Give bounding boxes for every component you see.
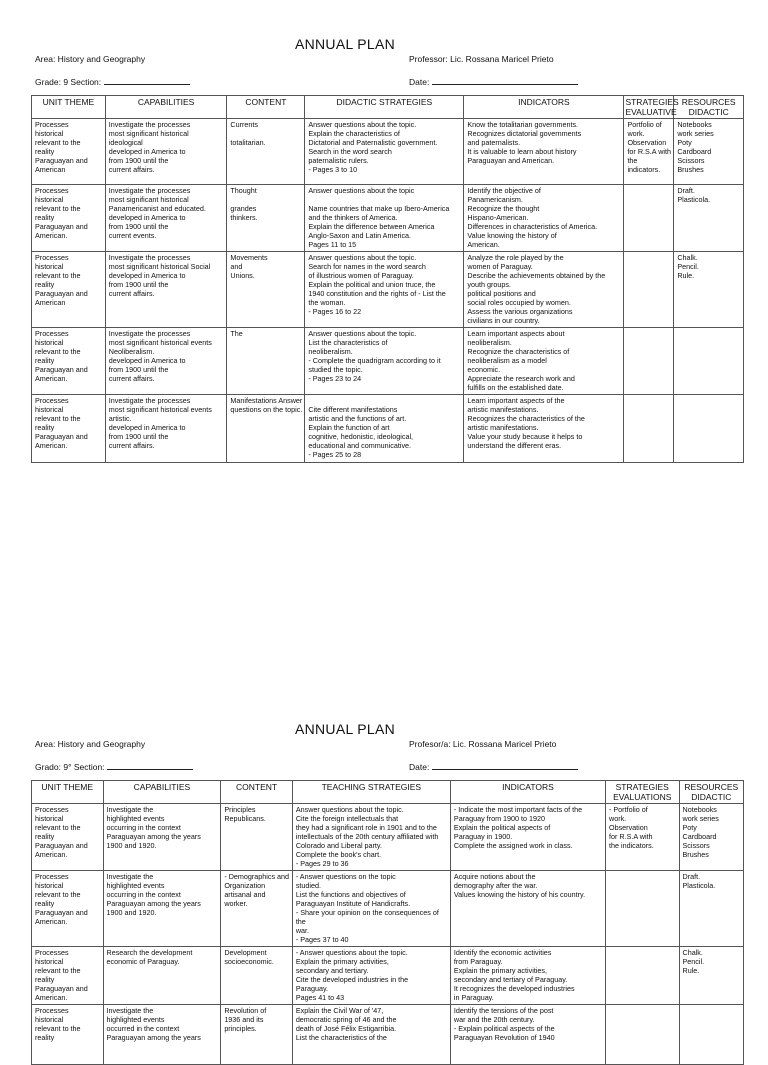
header-content: CONTENT xyxy=(221,781,293,804)
date-label: Date: xyxy=(409,762,430,772)
page-title: ANNUAL PLAN xyxy=(294,36,396,52)
table-header-row xyxy=(32,781,744,804)
cell-strategies: - Answer questions on the topic studied. List the functions and objectives of Paraguayan Institute of Handicrafts. - Share your opinion on the consequences of the war. - Pages 37 to 40 xyxy=(295,872,439,944)
cell-unit-theme: Processes historical relevant to the reality Paraguayan and American. xyxy=(35,396,88,450)
date-field xyxy=(409,75,578,87)
cell-content: Movements and Unions. xyxy=(230,253,268,280)
cell-indicators: Identify the tensions of the post war and the 20th century. - Explain political aspects of the Paraguayan Revolution of 1940 xyxy=(453,1006,555,1042)
header-resources: RESOURCES DIDACTIC xyxy=(679,781,743,804)
plan-table-1 xyxy=(31,95,744,463)
table-row xyxy=(32,1005,744,1065)
grade-blank-line xyxy=(107,760,193,770)
table-header-row xyxy=(32,96,744,119)
cell-content: Development socioeconomic. xyxy=(224,948,274,966)
header-evaluative: STRATEGIES EVALUATIONS xyxy=(606,781,680,804)
cell-unit-theme: Processes historical relevant to the reality Paraguayan and American. xyxy=(35,329,88,383)
plan-table-2 xyxy=(31,780,744,1065)
header-evaluative: STRATEGIES EVALUATIVE xyxy=(625,97,679,117)
cell-resources: Chalk. Pencil. Rule. xyxy=(677,253,699,280)
cell-strategies: Answer questions about the topic Name countries that make up Ibero-America and the thinkers of America. Explain the difference between America Anglo-Saxon and Latin America. Pages 11 to 15 xyxy=(308,186,450,249)
page-title: ANNUAL PLAN xyxy=(294,721,396,737)
cell-unit-theme: Processes historical relevant to the reality Paraguayan and American. xyxy=(35,948,88,1002)
table-row xyxy=(32,395,744,463)
table-row xyxy=(32,947,744,1005)
cell-capabilities: Research the development economic of Paraguay. xyxy=(106,948,193,966)
header-indicators: INDICATORS xyxy=(464,96,624,119)
cell-unit-theme: Processes historical relevant to the reality Paraguayan and American. xyxy=(35,805,88,859)
cell-strategies: - Answer questions about the topic. Explain the primary activities, secondary and tertiary. Cite the developed industries in the Paraguay. Pages 41 to 43 xyxy=(295,948,409,1002)
cell-content: Principles Republicans. xyxy=(224,805,266,823)
cell-content: - Demographics and Organization artisanal and worker. xyxy=(224,872,290,908)
cell-capabilities: Investigate the processes most significant historical Social developed in America to from 1900 until the current affairs. xyxy=(108,253,211,298)
cell-resources: Draft. Plasticola. xyxy=(682,872,716,890)
grade-blank-line xyxy=(104,75,190,85)
cell-capabilities: Investigate the processes most significant historical events artistic. developed in America to from 1900 until the current affairs. xyxy=(108,396,212,450)
cell-indicators: - Indicate the most important facts of the Paraguay from 1900 to 1920 Explain the political aspects of Paraguay in 1900. Complete the assigned work in class. xyxy=(453,805,583,850)
table-row xyxy=(32,185,744,252)
grade-label: Grade: 9 Section: xyxy=(35,77,102,87)
cell-resources: Chalk. Pencil. Rule. xyxy=(682,948,705,975)
cell-resources: Draft. Plasticola. xyxy=(677,186,711,204)
cell-strategies: Answer questions about the topic. Search for names in the word search of illustrious women of Paraguay. Explain the political and union truce, the 1940 constitution and the rights of - List the the woman. - Pages 16 to 22 xyxy=(308,253,446,316)
page-2 xyxy=(0,684,768,1042)
cell-resources: Notebooks work series Poty Cardboard Scissors Brushes xyxy=(677,120,714,174)
cell-content: Revolution of 1936 and its principles. xyxy=(224,1006,267,1033)
cell-strategies: Cite different manifestations artistic and the functions of art. Explain the function of art cognitive, hedonistic, ideological, educational and communicative. - Pages 25 to 28 xyxy=(308,405,414,459)
grade-field xyxy=(35,75,190,87)
cell-capabilities: Investigate the highlighted events occurring in the context Paraguayan among the years 1900 and 1920. xyxy=(106,872,201,917)
professor-label: Profesor/a: Lic. Rossana Maricel Prieto xyxy=(409,739,557,749)
header-unit-theme: UNIT THEME xyxy=(32,96,106,119)
cell-indicators: Learn important aspects of the artistic manifestations. Recognizes the characteristics of the artistic manifestations. Value your study because it helps to understand the different eras. xyxy=(467,396,585,450)
header-unit-theme: UNIT THEME xyxy=(32,781,104,804)
cell-unit-theme: Processes historical relevant to the reality Paraguayan and American. xyxy=(35,872,88,926)
cell-unit-theme: Processes historical relevant to the reality Paraguayan and American. xyxy=(35,186,88,240)
cell-strategies: Answer questions about the topic. List the characteristics of neoliberalism. - Complete the quadrigram according to it studied the topic. - Pages 23 to 24 xyxy=(308,329,441,383)
table-row xyxy=(32,119,744,185)
date-field xyxy=(409,760,578,772)
cell-evaluative: - Portfolio of work. Observation for R.S.A with the indicators. xyxy=(609,805,654,850)
professor-label: Professor: Lic. Rossana Maricel Prieto xyxy=(409,54,554,64)
cell-indicators: Identify the objective of Panamericanism. Recognize the thought Hispano-American. Differences in characteristics of America. Value knowing the history of American. xyxy=(467,186,598,249)
cell-unit-theme: Processes historical relevant to the reality Paraguayan and American xyxy=(35,120,88,174)
header-capabilities: CAPABILITIES xyxy=(105,96,227,119)
cell-resources: Notebooks work series Poty Cardboard Scissors Brushes xyxy=(682,805,719,859)
header-strategies: TEACHING STRATEGIES xyxy=(292,781,450,804)
cell-indicators: Analyze the role played by the women of Paraguay. Describe the achievements obtained by the youth groups. political positions and social roles occupied by women. Assess the various organizations civilians in our country. xyxy=(467,253,606,325)
area-label: Area: History and Geography xyxy=(35,739,146,749)
table-row xyxy=(32,871,744,947)
date-blank-line xyxy=(432,75,578,85)
header-content: CONTENT xyxy=(227,96,305,119)
grade-field xyxy=(35,760,193,772)
cell-evaluative: Portfolio of work. Observation for R.S.A with the indicators. xyxy=(627,120,671,174)
header-indicators: INDICATORS xyxy=(450,781,605,804)
cell-indicators: Identify the economic activities from Paraguay. Explain the primary activities, secondary and tertiary of Paraguay. It recognizes the developed industries in Paraguay. xyxy=(453,948,575,1002)
cell-content: The xyxy=(230,329,243,338)
cell-indicators: Learn important aspects about neoliberalism. Recognize the characteristics of neoliberalism as a model economic. Appreciate the research work and fulfills on the established date. xyxy=(467,329,575,392)
cell-strategies: Answer questions about the topic. Cite the foreign intellectuals that they had a significant role in 1901 and to the intellectuals of the 20th century affiliated with Colorado and Liberal party. Complete the book's chart. - Pages 29 to 36 xyxy=(295,805,439,868)
cell-content: Manifestations Answer questions on the topic. xyxy=(230,396,303,414)
cell-content: Thought grandes thinkers. xyxy=(230,186,258,222)
date-label: Date: xyxy=(409,77,430,87)
date-blank-line xyxy=(432,760,578,770)
cell-content: Currents totalitarian. xyxy=(230,120,266,147)
cell-unit-theme: Processes historical relevant to the reality xyxy=(35,1006,81,1042)
cell-capabilities: Investigate the processes most significant historical Panamericanist and educated. developed in America to from 1900 until the current events. xyxy=(108,186,206,240)
grade-label: Grado: 9° Section: xyxy=(35,762,105,772)
header-strategies: DIDACTIC STRATEGIES xyxy=(305,96,464,119)
header-resources: RESOURCES DIDACTIC xyxy=(674,96,744,119)
table-row xyxy=(32,328,744,395)
cell-unit-theme: Processes historical relevant to the reality Paraguayan and American xyxy=(35,253,88,307)
cell-indicators: Know the totalitarian governments. Recognizes dictatorial governments and paternalists. It is valuable to learn about history Paraguayan and American. xyxy=(467,120,582,165)
cell-indicators: Acquire notions about the demography after the war. Values knowing the history of his country. xyxy=(453,872,586,899)
header-capabilities: CAPABILITIES xyxy=(103,781,221,804)
cell-capabilities: Investigate the highlighted events occurred in the context Paraguayan among the years xyxy=(106,1006,201,1042)
cell-capabilities: Investigate the processes most significant historical ideological developed in America to from 1900 until the current affairs. xyxy=(108,120,191,174)
cell-strategies: Explain the Civil War of '47, democratic spring of 46 and the death of José Félix Estigarribia. List the characteristics of the xyxy=(295,1006,397,1042)
cell-strategies: Answer questions about the topic. Explain the characteristics of Dictatorial and Paternalistic government. Search in the word search paternalistic rulers. - Pages 3 to 10 xyxy=(308,120,438,174)
cell-capabilities: Investigate the highlighted events occurring in the context Paraguayan among the years 1900 and 1920. xyxy=(106,805,201,850)
table-row xyxy=(32,804,744,871)
table-row xyxy=(32,252,744,328)
area-label: Area: History and Geography xyxy=(35,54,146,64)
cell-capabilities: Investigate the processes most significant historical events Neoliberalism. developed in America to from 1900 until the current affairs. xyxy=(108,329,212,383)
